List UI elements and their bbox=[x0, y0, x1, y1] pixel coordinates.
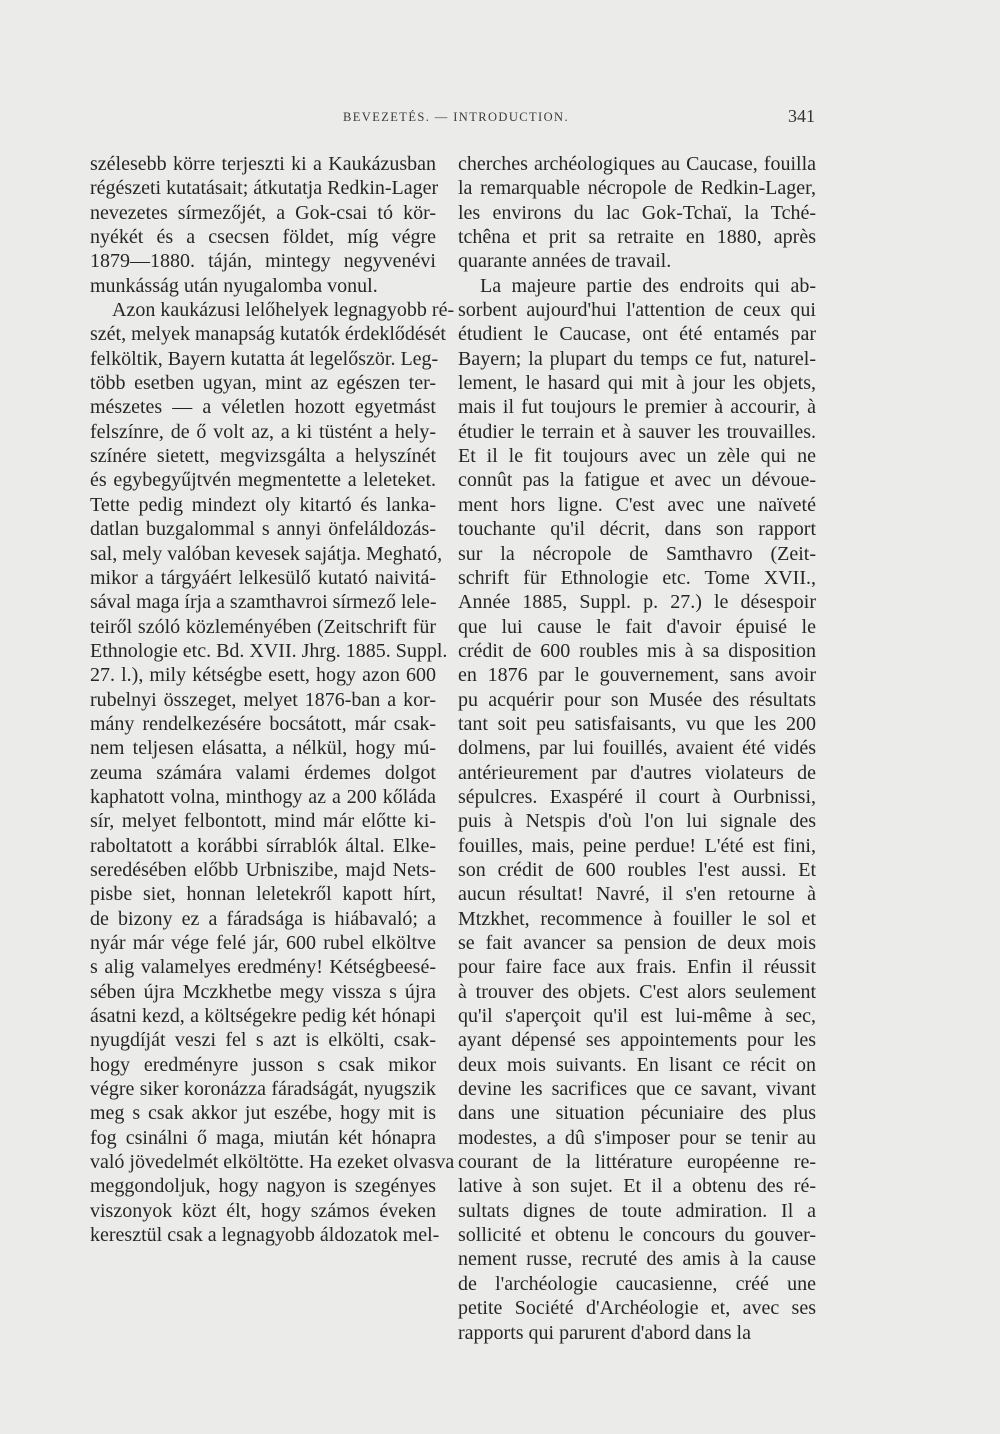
text-line: lative à son sujet. Et il a obtenu des ré- bbox=[458, 1175, 816, 1198]
text-line: szélesebb körre terjeszti ki a Kaukázusban bbox=[90, 153, 436, 175]
text-line: schrift für Ethnologie etc. Tome XVII., bbox=[458, 566, 816, 589]
text-line: sollicité et obtenu le concours du gouver- bbox=[458, 1224, 816, 1247]
text-line: mány rendelkezésére bocsátott, már csak- bbox=[90, 712, 436, 735]
text-line: se fait avancer sa pension de deux mois bbox=[458, 932, 816, 954]
text-line: crédit de 600 roubles mis à sa disposition bbox=[458, 639, 816, 662]
text-line: kaphatott volna, minthogy az a 200 kőláda bbox=[90, 785, 436, 808]
text-line: keresztül csak a legnagyobb áldozatok mel- bbox=[90, 1224, 440, 1247]
text-line: tchêna et prit sa retraite en 1880, après bbox=[458, 226, 816, 249]
text-line: rubelnyi összeget, melyet 1876-ban a kor- bbox=[90, 688, 436, 711]
french-column bbox=[458, 152, 816, 1345]
text-line: aucun résultat! Navré, il s'en retourne à bbox=[458, 883, 816, 906]
text-line: színére sietett, megvizsgálta a helyszínét bbox=[90, 445, 436, 468]
text-line: mészetes — a véletlen hozott egyetmást bbox=[90, 396, 436, 419]
text-line: connût pas la fatigue et avec un dévoue- bbox=[458, 469, 816, 492]
text-line: Année 1885, Suppl. p. 27.) le désespoir bbox=[458, 591, 816, 614]
text-line: ment hors ligne. C'est avec une naïveté bbox=[458, 493, 816, 516]
text-line: raboltatott a korábbi sírrablók által. Elke- bbox=[90, 834, 436, 857]
text-line: pisbe siet, honnan leletekről kapott hírt, bbox=[90, 883, 436, 906]
text-line: munkásság után nyugalomba vonul. bbox=[90, 274, 378, 297]
page-number: 341 bbox=[788, 106, 815, 126]
text-line: nyékét és a csecsen földet, míg végre bbox=[90, 226, 436, 249]
text-line: mais il fut toujours le premier à accourir, à bbox=[458, 396, 816, 419]
text-line: deux mois suivants. En lisant ce récit on bbox=[458, 1053, 816, 1076]
text-line: antérieurement par d'autres violateurs de bbox=[458, 761, 816, 784]
hungarian-column bbox=[90, 152, 455, 1247]
text-line: courant de la littérature européenne re- bbox=[458, 1151, 816, 1174]
text-line: fog csinálni ő maga, miután két hónapra bbox=[90, 1126, 436, 1149]
text-line: dans une situation pécuniaire des plus bbox=[458, 1102, 816, 1125]
text-line: lement, le hasard qui mit à jour les objets, bbox=[458, 372, 816, 395]
text-line: sépulcres. Exaspéré il court à Ourbnissi, bbox=[458, 785, 816, 808]
text-line: de l'archéologie caucasienne, créé une bbox=[458, 1272, 816, 1295]
text-line: seredésében előbb Urbniszibe, majd Nets- bbox=[90, 858, 436, 881]
paragraph bbox=[90, 298, 455, 1247]
text-line: sával maga írja a szamthavroi sírmező lele- bbox=[90, 591, 437, 614]
text-line: touchante qu'il décrit, dans son rapport bbox=[458, 518, 816, 541]
text-line: pu acquérir pour son Musée des résultats bbox=[458, 688, 816, 711]
text-line: son crédit de 600 roubles l'est aussi. Et bbox=[458, 858, 816, 881]
text-line: rapports qui parurent d'abord dans la bbox=[458, 1321, 751, 1344]
text-line: sal, mely valóban kevesek sajátja. Megható, bbox=[90, 542, 443, 565]
text-line: Azon kaukázusi lelőhelyek legnagyobb ré- bbox=[112, 299, 455, 322]
text-line: étudier le terrain et à sauver les trouvailles. bbox=[458, 420, 816, 443]
text-line: régészeti kutatásait; átkutatja Redkin-Lager bbox=[90, 177, 439, 200]
text-line: ásatni kezd, a költségekre pedig két hónapi bbox=[90, 1005, 436, 1028]
text-line: zeuma számára valami érdemes dolgot bbox=[90, 761, 436, 784]
text-line: en 1876 par le gouvernement, sans avoir bbox=[458, 664, 816, 687]
text-line: fouilles, mais, peine perdue! L'été est fini, bbox=[458, 834, 816, 857]
text-line: viszonyok közt élt, hogy számos éveken bbox=[90, 1199, 436, 1222]
text-line: qu'il s'aperçoit qu'il est lui-même à sec, bbox=[458, 1005, 816, 1028]
text-line: devine les sacrifices que ce savant, vivant bbox=[458, 1078, 816, 1101]
text-line: la remarquable nécropole de Redkin-Lager, bbox=[458, 177, 816, 200]
text-line: tant soit peu satisfaisants, vu que les 200 bbox=[458, 712, 816, 735]
text-line: que lui cause le fait d'avoir épuisé le bbox=[458, 615, 816, 638]
text-line: 1879—1880. táján, mintegy negyvenévi bbox=[90, 250, 436, 273]
text-line: való jövedelmét elköltötte. Ha ezeket olvasva bbox=[90, 1151, 455, 1174]
text-line: quarante années de travail. bbox=[458, 250, 672, 273]
text-line: puis à Netspis d'où l'on lui signale des bbox=[458, 810, 816, 833]
text-line: de bizony ez a fáradsága is hiábavaló; a bbox=[90, 907, 436, 930]
text-line: meggondoljuk, hogy nagyon is szegényes bbox=[90, 1175, 436, 1198]
text-line: cherches archéologiques au Caucase, fouilla bbox=[458, 153, 816, 175]
paragraph bbox=[90, 152, 439, 298]
text-line: étudient le Caucase, ont été entamés par bbox=[458, 323, 816, 346]
text-line: Ethnologie etc. Bd. XVII. Jhrg. 1885. Suppl. bbox=[90, 639, 448, 662]
text-line: Et il le fit toujours avec un zèle qui ne bbox=[458, 445, 816, 468]
text-line: nyugdíját veszi fel s azt is elkölti, csak- bbox=[90, 1029, 436, 1052]
text-line: mikor a tárgyáért lelkesülő kutató naivitá- bbox=[90, 566, 436, 589]
text-line: 27. l.), mily kétségbe esett, hogy azon 600 bbox=[90, 664, 436, 687]
paragraph bbox=[458, 152, 816, 274]
text-line: több esetben ugyan, mint az egészen ter- bbox=[90, 372, 436, 395]
text-line: szét, melyek manapság kutatók érdeklődését bbox=[90, 323, 446, 346]
text-line: Bayern; la plupart du temps ce fut, naturel- bbox=[458, 347, 816, 370]
text-line: les environs du lac Gok-Tchaï, la Tché- bbox=[458, 201, 816, 224]
text-line: à trouver des objets. C'est alors seulement bbox=[458, 980, 816, 1003]
text-line: és egybegyűjtvén megmentette a leleteket. bbox=[90, 469, 436, 492]
text-line: dolmens, par lui fouillés, avaient été vidés bbox=[458, 737, 816, 760]
text-line: nevezetes sírmezőjét, a Gok-csai tó kör- bbox=[90, 201, 436, 224]
text-line: La majeure partie des endroits qui ab- bbox=[480, 274, 816, 297]
text-line: nyár már vége felé jár, 600 rubel elköltve bbox=[90, 932, 436, 954]
text-line: Mtzkhet, recommence à fouiller le sol et bbox=[458, 907, 816, 930]
text-line: sír, melyet felbontott, mind már előtte ki- bbox=[90, 810, 436, 833]
text-line: teiről szóló közleményében (Zeitschrift für bbox=[90, 615, 436, 638]
text-line: petite Société d'Archéologie et, avec ses bbox=[458, 1297, 816, 1320]
text-line: nement russe, recruté des amis à la cause bbox=[458, 1248, 816, 1271]
text-line: sében újra Mczkhetbe megy vissza s újra bbox=[90, 980, 436, 1003]
text-line: nem teljesen elásatta, a nélkül, hogy mú- bbox=[90, 737, 436, 760]
text-line: felköltik, Bayern kutatta át legelőször. Leg- bbox=[90, 347, 439, 370]
running-head: BEVEZETÉS. — INTRODUCTION. bbox=[343, 110, 569, 124]
text-line: végre siker koronázza fáradságát, nyugszik bbox=[90, 1078, 436, 1101]
page-header bbox=[0, 106, 1000, 134]
text-line: pour faire face aux frais. Enfin il réussit bbox=[458, 956, 816, 979]
text-line: s alig valamelyes eredmény! Kétségbeesé- bbox=[90, 956, 436, 979]
text-line: sultats dignes de toute admiration. Il a bbox=[458, 1199, 816, 1222]
text-line: felszínre, de ő volt az, a ki tüstént a hely- bbox=[90, 420, 436, 443]
text-line: modestes, a dû s'imposer pour se tenir au bbox=[458, 1126, 816, 1149]
text-line: sorbent aujourd'hui l'attention de ceux qui bbox=[458, 299, 816, 322]
paragraph bbox=[458, 274, 816, 1345]
text-line: ayant dépensé ses appointements pour les bbox=[458, 1029, 816, 1052]
text-line: Tette pedig mindezt oly kitartó és lanka- bbox=[90, 493, 436, 516]
text-line: sur la nécropole de Samthavro (Zeit- bbox=[458, 542, 816, 565]
text-line: hogy eredményre jusson s csak mikor bbox=[90, 1053, 436, 1076]
text-line: datlan buzgalommal s annyi önfeláldozás- bbox=[90, 518, 436, 541]
text-line: meg s csak akkor jut eszébe, hogy mit is bbox=[90, 1102, 436, 1125]
